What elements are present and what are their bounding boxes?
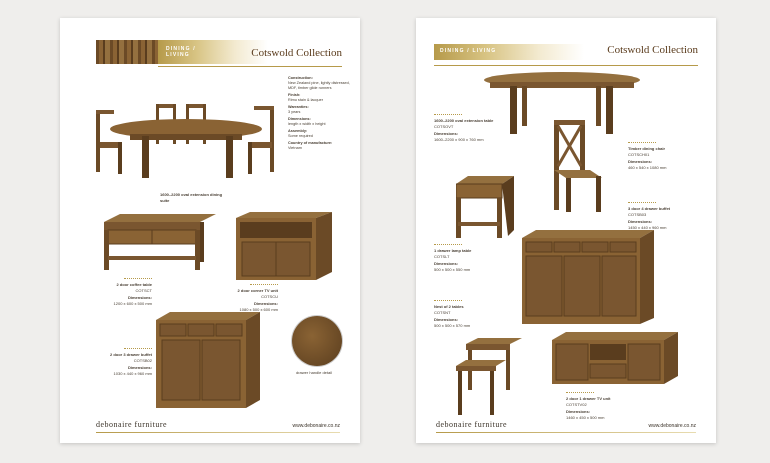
- product-name: 1600–2200 oval extension dining suite: [160, 192, 223, 203]
- dotted-rule: [250, 284, 278, 286]
- dimensions-label: Dimensions:: [434, 261, 459, 266]
- dimensions-label: Dimensions:: [566, 409, 591, 414]
- header-band: [96, 40, 342, 64]
- spec-value: Some required: [288, 134, 313, 138]
- caption-three-door-buffet: [628, 202, 698, 230]
- spec-value: length x width x height: [288, 122, 326, 126]
- drawer-handle-detail-image: [292, 316, 342, 366]
- dimensions-value: 500 x 500 x 550 mm: [434, 266, 471, 272]
- caption-dining-suite: [160, 192, 230, 203]
- spec-label: Country of manufacture:: [288, 141, 333, 145]
- spec-label: Warranties:: [288, 105, 309, 109]
- dotted-rule: [628, 202, 656, 204]
- tv-unit-image: [552, 332, 678, 388]
- product-code: COTSCH01: [628, 151, 650, 157]
- catalogue-page-right: [416, 18, 716, 443]
- brand-logo: [436, 420, 507, 429]
- caption-tv-unit: [566, 392, 646, 420]
- spec-value: 3 years: [288, 110, 301, 114]
- product-name: 1 drawer lamp table: [434, 248, 472, 253]
- caption-lamp-table: [434, 244, 506, 272]
- dimensions-label: Dimensions:: [434, 131, 459, 136]
- catalogue-page-left: [60, 18, 360, 443]
- header-rule: [158, 66, 342, 67]
- dimensions-label: Dimensions:: [628, 219, 653, 224]
- dimensions-value: 1600–2200 x 900 x 760 mm: [434, 136, 484, 142]
- dimensions-label: Dimensions:: [628, 159, 653, 164]
- wood-swatch: [96, 40, 158, 64]
- page-title: Cotswold Collection: [251, 47, 342, 59]
- product-code: COTSB03: [628, 211, 647, 217]
- product-code: COTSCU: [261, 293, 278, 299]
- dining-suite-image: [90, 102, 284, 184]
- specifications: [288, 76, 352, 153]
- product-code: COTSCT: [135, 287, 152, 293]
- caption-nest-of-tables: [434, 300, 506, 328]
- product-code: COTSNT: [434, 309, 451, 315]
- buffet-image: [156, 312, 260, 414]
- product-name: 2 door corner TV unit: [237, 288, 278, 293]
- dimensions-label: Dimensions:: [127, 365, 152, 370]
- spec-value: Rimu stain & lacquer: [288, 98, 324, 102]
- caption-buffet: [80, 348, 152, 376]
- dotted-rule: [566, 392, 594, 394]
- product-code: COTSTV02: [566, 401, 587, 407]
- dimensions-label: Dimensions:: [434, 317, 459, 322]
- dimensions-value: 1450 x 440 x 960 mm: [628, 224, 667, 230]
- dining-chair-image: [550, 118, 606, 214]
- coffee-table-image: [104, 214, 216, 272]
- website-url: www.debonaire.co.nz: [292, 423, 340, 429]
- dimensions-label: Dimensions:: [127, 295, 152, 300]
- header-rule: [434, 65, 698, 66]
- three-door-buffet-image: [522, 230, 654, 328]
- product-name: 3 door 4 drawer buffet: [628, 206, 671, 211]
- caption-coffee-table: [80, 278, 152, 306]
- dotted-rule: [124, 348, 152, 350]
- dimensions-value: 1460 x 450 x 500 mm: [566, 414, 605, 420]
- dimensions-value: 460 x 540 x 1080 mm: [628, 164, 667, 170]
- dotted-rule: [124, 278, 152, 280]
- product-code: COTSOVT: [434, 123, 454, 129]
- lamp-table-image: [456, 176, 514, 240]
- corner-tv-unit-image: [236, 212, 332, 286]
- nest-of-tables-image: [456, 338, 522, 418]
- footer-rule: [436, 432, 696, 433]
- dimensions-value: 1030 x 440 x 960 mm: [113, 370, 152, 376]
- logo-text: debonaire furniture: [96, 420, 168, 429]
- dimensions-value: 1080 x 500 x 600 mm: [239, 306, 278, 312]
- footer-rule: [96, 432, 340, 433]
- page-title: Cotswold Collection: [607, 44, 698, 56]
- caption-oval-table: [434, 114, 504, 142]
- product-name: Timber dining chair: [628, 146, 666, 151]
- logo-text: debonaire furniture: [436, 420, 508, 429]
- dotted-rule: [628, 142, 656, 144]
- caption-dining-chair: [628, 142, 698, 170]
- product-name: Nest of 2 tables: [434, 304, 464, 309]
- spec-label: Assembly:: [288, 129, 308, 133]
- detail-caption: drawer handle detail: [296, 370, 333, 375]
- caption-corner-tv-unit: [206, 284, 278, 312]
- product-code: COTSLT: [434, 253, 450, 259]
- brand-logo: [96, 420, 167, 429]
- product-name: 2 door coffee table: [116, 282, 152, 287]
- website-url: www.debonaire.co.nz: [648, 423, 696, 429]
- spec-label: Dimensions:: [288, 117, 311, 121]
- spec-label: Construction:: [288, 76, 313, 80]
- dotted-rule: [434, 114, 462, 116]
- section-label: DINING / LIVING: [440, 48, 497, 54]
- header-band: [434, 40, 698, 64]
- dimensions-value: 500 x 500 x 570 mm: [434, 322, 471, 328]
- dotted-rule: [434, 300, 462, 302]
- spec-value: New Zealand pine, lightly distressed, MDF, timber glide runners: [288, 81, 350, 90]
- dimensions-label: Dimensions:: [253, 301, 278, 306]
- product-name: 1600–2200 oval extension table: [434, 118, 494, 123]
- spec-value: Vietnam: [288, 146, 302, 150]
- product-name: 2 door 1 drawer TV unit: [566, 396, 611, 401]
- section-label: DINING / LIVING: [166, 46, 196, 58]
- product-name: 2 door 3 drawer buffet: [109, 352, 152, 357]
- product-code: COTSB02: [133, 357, 152, 363]
- spec-label: Finish:: [288, 93, 301, 97]
- dotted-rule: [434, 244, 462, 246]
- dimensions-value: 1200 x 600 x 500 mm: [113, 300, 152, 306]
